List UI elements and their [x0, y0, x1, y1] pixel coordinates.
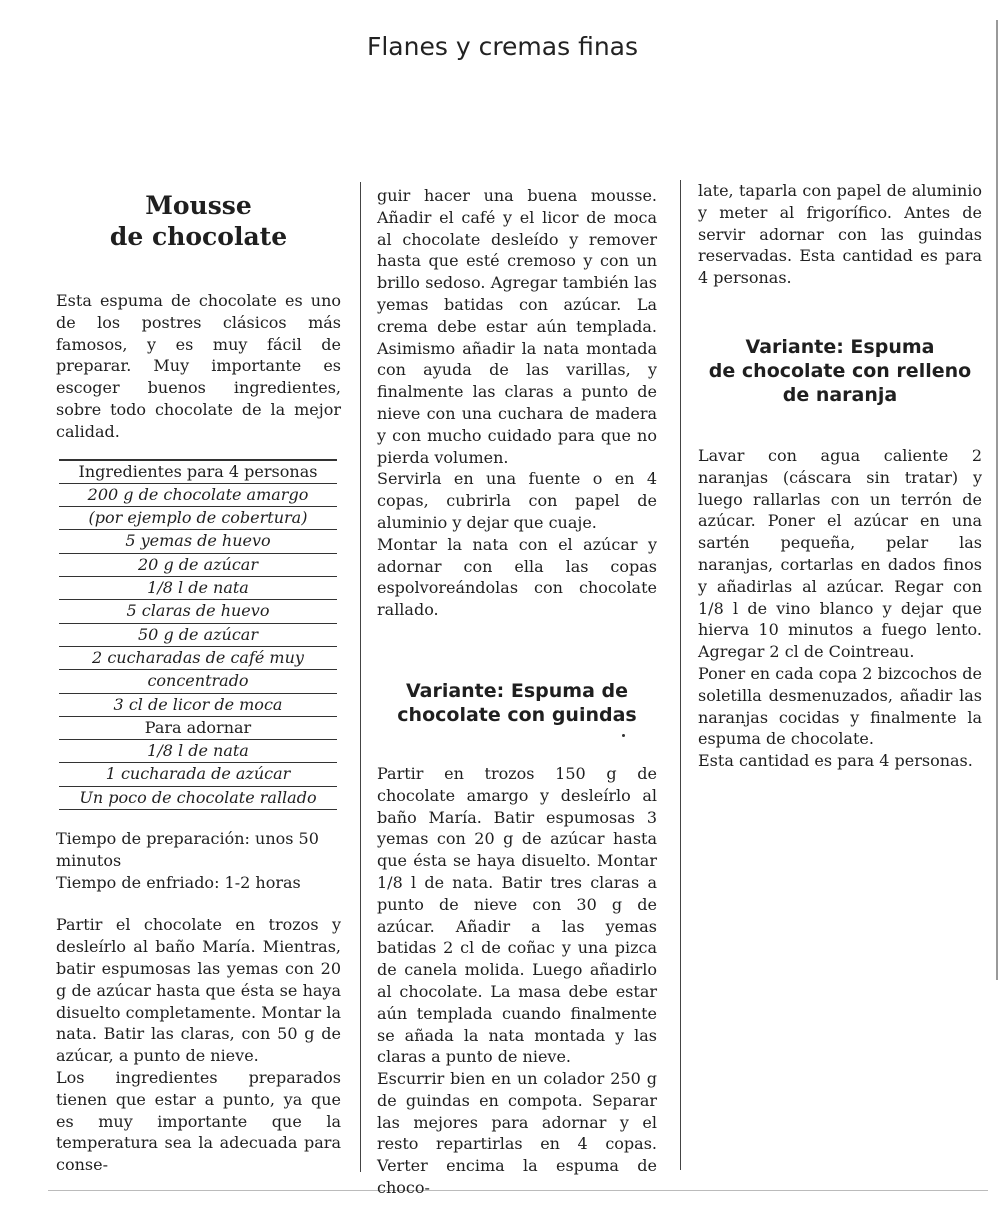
- variant-title-line1: Variante: Espuma de: [405, 679, 629, 702]
- variant-step: Poner en cada copa 2 bizcochos de soletilla desmenuzados, añadir las naranjas cocidas y finalmente la espuma de chocolate.: [698, 663, 982, 749]
- recipe-step: Montar la nata con el azúcar y adornar con ella las copas espolvoreándolas con chocolate rallado.: [377, 534, 657, 620]
- variant-title: [698, 335, 982, 407]
- column-middle: [377, 185, 657, 1199]
- recipe-step: Servirla en una fuente o en 4 copas, cubrirla con papel de aluminio y dejar que cuaje.: [377, 469, 657, 532]
- variant-title: [377, 679, 657, 727]
- print-speck: [622, 734, 625, 737]
- page-header: Flanes y cremas finas: [366, 32, 639, 61]
- ingredient-row: 1/8 l de nata: [59, 576, 337, 599]
- recipe-title-line2: de chocolate: [109, 222, 288, 251]
- garnish-header: Para adornar: [59, 716, 337, 739]
- ingredient-row: 200 g de chocolate amargo: [59, 483, 337, 506]
- variant-step: Escurrir bien en un colador 250 g de guindas en compota. Separar las mejores para adornar y el resto repartirlas en 4 copas. Verter encima la espuma de choco-: [377, 1069, 657, 1198]
- ingredient-row: 20 g de azúcar: [59, 553, 337, 576]
- recipe-title-line1: Mousse: [145, 191, 252, 220]
- ingredient-row: concentrado: [59, 669, 337, 692]
- column-left: [56, 190, 341, 1176]
- ingredient-row: 50 g de azúcar: [59, 623, 337, 646]
- page-edge: [996, 20, 998, 980]
- column-divider: [360, 182, 361, 1172]
- variant-title-line2: chocolate con guindas: [397, 703, 637, 726]
- ingredient-row: 3 cl de licor de moca: [59, 693, 337, 716]
- variant-title-line3: de naranja: [782, 383, 898, 406]
- ingredients-header: Ingredientes para 4 personas: [59, 459, 337, 483]
- recipe-step: Los ingredientes preparados tienen que estar a punto, ya que es muy importante que la temperatura sea la adecuada para conse-: [56, 1068, 341, 1175]
- ingredient-row: Un poco de chocolate rallado: [59, 786, 337, 810]
- ingredient-row: 1 cucharada de azúcar: [59, 762, 337, 785]
- ingredient-row: 5 claras de huevo: [59, 599, 337, 622]
- ingredients-table: [59, 459, 337, 810]
- recipe-intro: Esta espuma de chocolate es uno de los postres clásicos más famosos, y es muy fácil de preparar. Muy importante es escoger buenos ingredientes, sobre todo chocolate de la mejor calidad.: [56, 291, 341, 441]
- recipe-step: Partir el chocolate en trozos y desleírlo al baño María. Mientras, batir espumosas las yemas con 20 g de azúcar hasta que ésta se haya disuelto completamente. Montar la nata. Batir las claras, con 50 g de azúcar, a punto de nieve.: [56, 915, 341, 1066]
- cool-time: Tiempo de enfriado: 1-2 horas: [56, 872, 301, 892]
- ingredient-row: 2 cucharadas de café muy: [59, 646, 337, 669]
- recipe-title: [56, 190, 341, 252]
- ingredient-row: 1/8 l de nata: [59, 739, 337, 762]
- variant-step: Lavar con agua caliente 2 naranjas (cáscara sin tratar) y luego rallarlas con un terrón de azúcar. Poner el azúcar en una sartén pequeña, pelar las naranjas, cortarlas en dados finos y añadirlas al azúcar. Regar con 1/8 l de vino blanco y dejar que hierva 10 minutos a fuego lento. Agregar 2 cl de Cointreau.: [698, 445, 982, 662]
- ingredient-row: 5 yemas de huevo: [59, 529, 337, 552]
- prep-time: Tiempo de preparación: unos 50 minutos: [56, 829, 319, 870]
- variant-step: Partir en trozos 150 g de chocolate amargo y desleírlo al baño María. Batir espumosas 3 yemas con 20 g de azúcar hasta que ésta se haya disuelto. Montar 1/8 l de nata. Batir tres claras a punto de nieve con 30 g de azúcar. Añadir a las yemas batidas 2 cl de coñac y una pizca de canela molida. Luego añadirlo al chocolate. La masa debe estar aún templada cuando finalmente se añada la nata montada y las claras a punto de nieve.: [377, 763, 657, 1067]
- variant-step: late, taparla con papel de aluminio y meter al frigorífico. Antes de servir adornar con las guindas reservadas. Esta cantidad es para 4 personas.: [698, 181, 982, 288]
- variant-title-line2: de chocolate con relleno: [708, 359, 972, 382]
- recipe-step: guir hacer una buena mousse. Añadir el café y el licor de moca al chocolate desleído y remover hasta que esté cremoso y con un brillo sedoso. Agregar también las yemas batidas con azúcar. La crema debe estar aún templada. Asimismo añadir la nata montada con ayuda de las varillas, y finalmente las claras a punto de nieve con una cuchara de madera y con mucho cuidado para que no pierda volumen.: [377, 186, 657, 467]
- column-divider: [680, 180, 681, 1170]
- ingredient-row: (por ejemplo de cobertura): [59, 506, 337, 529]
- variant-title-line1: Variante: Espuma: [745, 335, 935, 358]
- variant-step: Esta cantidad es para 4 personas.: [698, 751, 973, 771]
- column-right: [698, 180, 982, 772]
